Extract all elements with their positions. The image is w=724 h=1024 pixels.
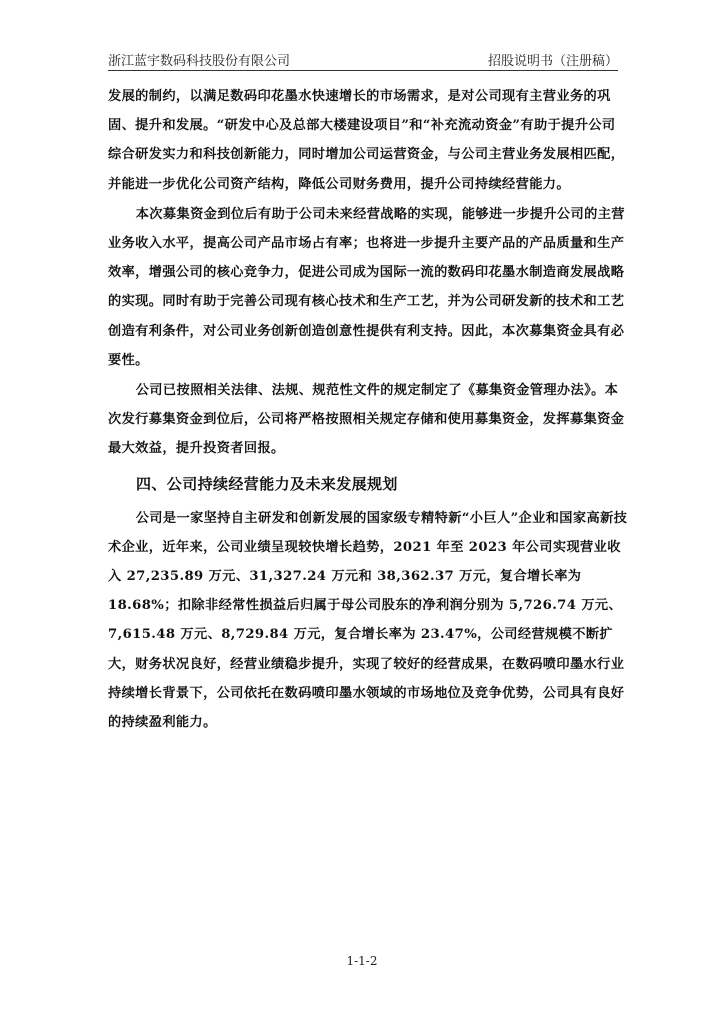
header-document-type: 招股说明书（注册稿） (487, 54, 618, 69)
paragraph-fund-management: 公司已按照相关法律、法规、规范性文件的规定制定了《募集资金管理办法》。本次发行募集资金到位后，公司将严格按照相关规定存储和使用募集资金，发挥募集资金最大效益，提升投资者回报。 (108, 383, 625, 457)
section-heading: 四、公司持续经营能力及未来发展规划 (136, 474, 398, 493)
page-header (108, 46, 618, 71)
paragraph-sustainability: 公司是一家坚持自主研发和创新发展的国家级专精特新“小巨人”企业和国家高新技术企业，近年来，公司业绩呈现较快增长趋势，2021 年至 2023 年公司实现营业收入 27,235.89 万元、31,327.24 万元和 38,362.37 万元，复合增长率为 18.68%；扣除非经常性损益后归属于母公司股东的净利润分别为 5,726.74 万元、7,615.48 万元、8,729.84 万元，复合增长率为 23.47%，公司经营规模不断扩大，财务状况良好，经营业绩稳步提升，实现了较好的经营成果，在数码喷印墨水行业持续增长背景下，公司依托在数码喷印墨水领域的市场地位及竞争优势，公司具有良好的持续盈利能力。 (108, 510, 628, 731)
header-company-name: 浙江蓝宇数码科技股份有限公司 (108, 54, 291, 69)
document-body (108, 82, 628, 737)
page-number: 1-1-2 (346, 954, 378, 968)
paragraph-continuation: 发展的制约，以满足数码印花墨水快速增长的市场需求，是对公司现有主营业务的巩固、提升和发展。“研发中心及总部大楼建设项目”和“补充流动资金”有助于提升公司综合研发实力和科技创新能力，同时增加公司运营资金，与公司主营业务发展相匹配，并能进一步优化公司资产结构，降低公司财务费用，提升公司持续经营能力。 (108, 89, 625, 192)
paragraph-necessity: 本次募集资金到位后有助于公司未来经营战略的实现，能够进一步提升公司的主营业务收入水平，提高公司产品市场占有率；也将进一步提升主要产品的产品质量和生产效率，增强公司的核心竞争力，促进公司成为国际一流的数码印花墨水制造商发展战略的实现。同时有助于完善公司现有核心技术和生产工艺，并为公司研发新的技术和工艺创造有利条件，对公司业务创新创造创意性提供有利支持。因此，本次募集资金具有必要性。 (108, 206, 625, 368)
